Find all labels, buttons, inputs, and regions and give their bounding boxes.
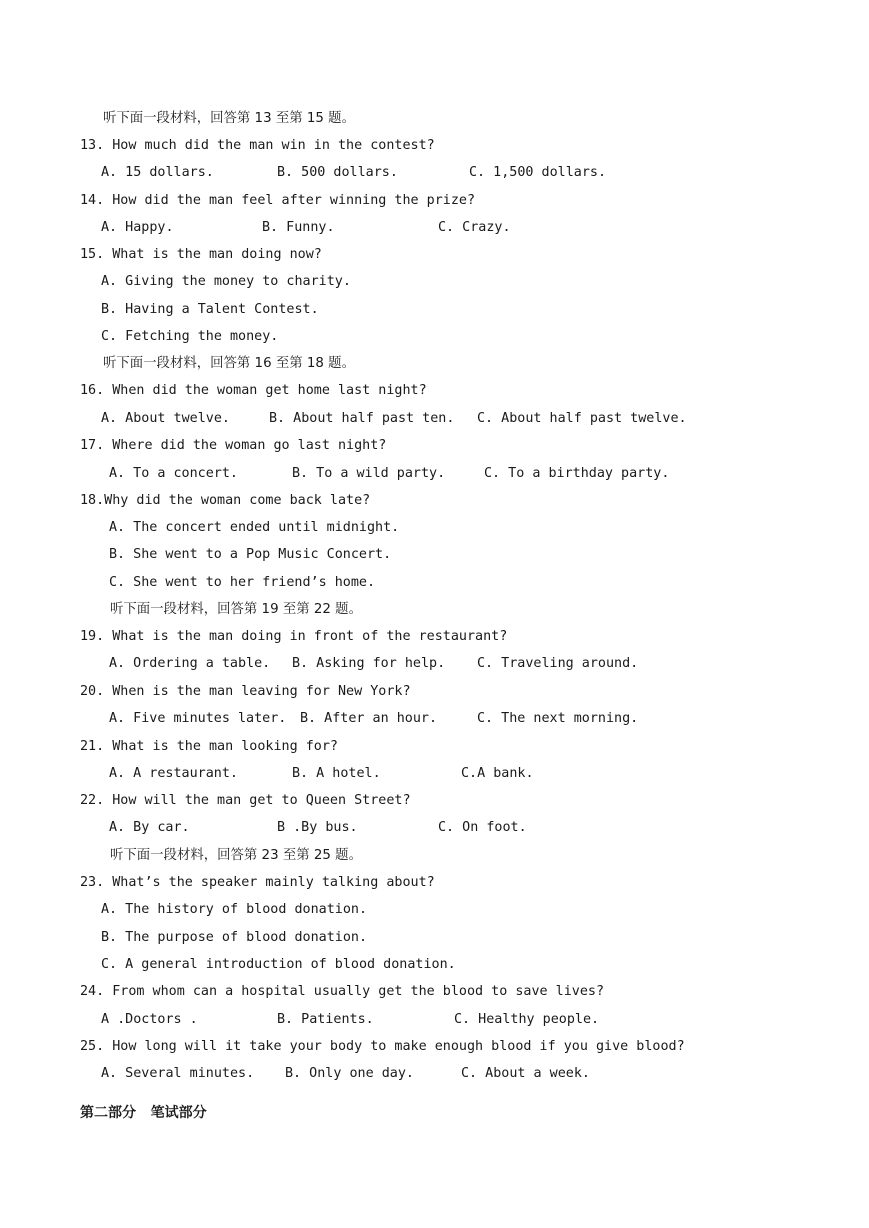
question-15: 15. What is the man doing now?: [80, 247, 322, 262]
option-25-a: A. Several minutes.: [101, 1066, 255, 1081]
option-23-b: B. The purpose of blood donation.: [101, 930, 368, 945]
option-24-a: A .Doctors .: [101, 1012, 198, 1027]
option-14-c: C. Crazy.: [438, 220, 511, 235]
option-13-c: C. 1,500 dollars.: [469, 165, 607, 180]
question-18: 18.Why did the woman come back late?: [80, 493, 371, 508]
question-17: 17. Where did the woman go last night?: [80, 438, 387, 453]
option-23-a: A. The history of blood donation.: [101, 902, 368, 917]
option-16-a: A. About twelve.: [101, 411, 230, 426]
option-22-b: B .By bus.: [277, 820, 358, 835]
option-16-c: C. About half past twelve.: [477, 411, 687, 426]
section-intro: 听下面一段材料，回答第 23 至第 25 题。: [110, 848, 362, 863]
section-intro: 听下面一段材料，回答第 13 至第 15 题。: [103, 111, 355, 126]
option-20-c: C. The next morning.: [477, 711, 639, 726]
option-17-b: B. To a wild party.: [292, 466, 446, 481]
question-25: 25. How long will it take your body to make enough blood if you give blood?: [80, 1039, 685, 1054]
option-14-b: B. Funny.: [262, 220, 335, 235]
option-19-a: A. Ordering a table.: [109, 656, 271, 671]
option-24-c: C. Healthy people.: [454, 1012, 600, 1027]
section-intro: 听下面一段材料，回答第 16 至第 18 题。: [103, 356, 355, 371]
option-15-b: B. Having a Talent Contest.: [101, 302, 319, 317]
question-14: 14. How did the man feel after winning the prize?: [80, 193, 476, 208]
question-23: 23. What’s the speaker mainly talking about?: [80, 875, 435, 890]
question-13: 13. How much did the man win in the contest?: [80, 138, 435, 153]
option-15-a: A. Giving the money to charity.: [101, 274, 351, 289]
option-13-a: A. 15 dollars.: [101, 165, 214, 180]
option-20-b: B. After an hour.: [300, 711, 438, 726]
part-heading: 第二部分 笔试部分: [80, 1105, 207, 1121]
option-15-c: C. Fetching the money.: [101, 329, 279, 344]
option-13-b: B. 500 dollars.: [277, 165, 398, 180]
option-21-b: B. A hotel.: [292, 766, 381, 781]
option-14-a: A. Happy.: [101, 220, 174, 235]
option-21-c: C.A bank.: [461, 766, 534, 781]
option-17-c: C. To a birthday party.: [484, 466, 670, 481]
option-25-b: B. Only one day.: [285, 1066, 414, 1081]
option-17-a: A. To a concert.: [109, 466, 238, 481]
option-24-b: B. Patients.: [277, 1012, 374, 1027]
question-22: 22. How will the man get to Queen Street?: [80, 793, 411, 808]
option-23-c: C. A general introduction of blood donation.: [101, 957, 456, 972]
option-16-b: B. About half past ten.: [269, 411, 455, 426]
section-intro: 听下面一段材料，回答第 19 至第 22 题。: [110, 602, 362, 617]
option-20-a: A. Five minutes later.: [109, 711, 287, 726]
question-19: 19. What is the man doing in front of the restaurant?: [80, 629, 508, 644]
option-25-c: C. About a week.: [461, 1066, 590, 1081]
question-16: 16. When did the woman get home last night?: [80, 383, 427, 398]
option-21-a: A. A restaurant.: [109, 766, 238, 781]
option-18-b: B. She went to a Pop Music Concert.: [109, 547, 392, 562]
option-22-c: C. On foot.: [438, 820, 527, 835]
question-21: 21. What is the man looking for?: [80, 739, 338, 754]
question-20: 20. When is the man leaving for New York?: [80, 684, 411, 699]
option-18-a: A. The concert ended until midnight.: [109, 520, 400, 535]
question-24: 24. From whom can a hospital usually get the blood to save lives?: [80, 984, 605, 999]
option-19-b: B. Asking for help.: [292, 656, 446, 671]
option-18-c: C. She went to her friend’s home.: [109, 575, 376, 590]
option-22-a: A. By car.: [109, 820, 190, 835]
option-19-c: C. Traveling around.: [477, 656, 639, 671]
